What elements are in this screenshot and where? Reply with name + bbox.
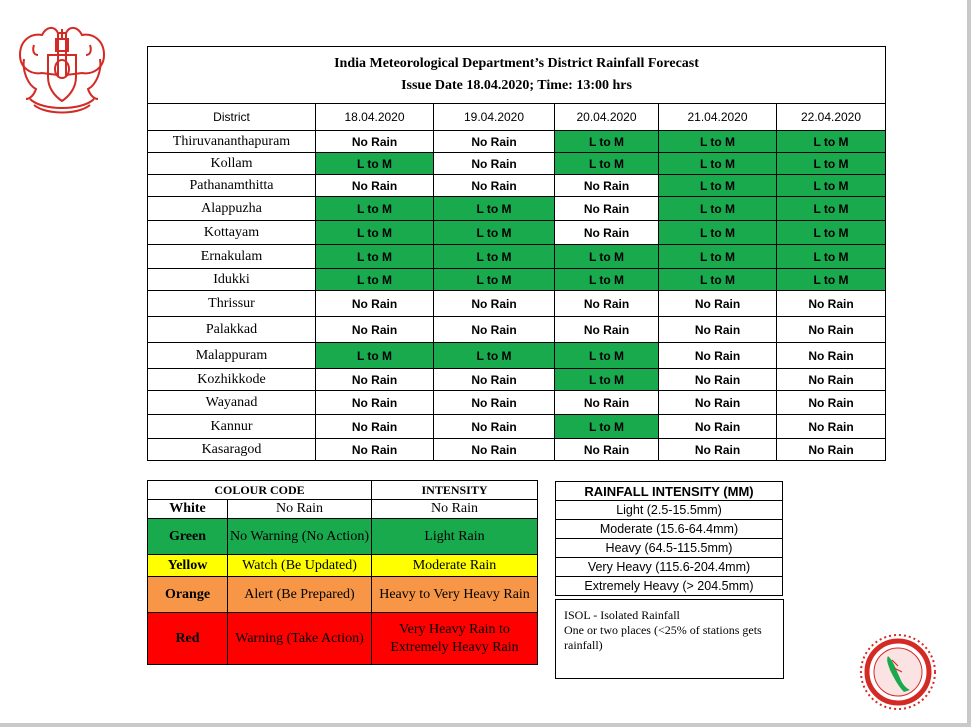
forecast-cell: L to M xyxy=(659,131,777,153)
colour-name: Orange xyxy=(148,577,228,613)
forecast-row xyxy=(148,245,886,269)
district-name: Idukki xyxy=(148,269,316,291)
rain-intensity: Heavy to Very Heavy Rain xyxy=(372,577,538,613)
forecast-cell: No Rain xyxy=(316,317,434,343)
forecast-cell: No Rain xyxy=(434,153,555,175)
forecast-cell: No Rain xyxy=(434,317,555,343)
warning-level: No Rain xyxy=(228,500,372,519)
colour-code-row xyxy=(148,577,538,613)
forecast-cell: No Rain xyxy=(434,291,555,317)
district-name: Kasaragod xyxy=(148,439,316,461)
forecast-cell: No Rain xyxy=(777,415,886,439)
intensity-item: Heavy (64.5-115.5mm) xyxy=(556,539,783,558)
forecast-cell: No Rain xyxy=(555,291,659,317)
forecast-cell: No Rain xyxy=(777,439,886,461)
forecast-row xyxy=(148,317,886,343)
colour-name: White xyxy=(148,500,228,519)
forecast-cell: No Rain xyxy=(777,291,886,317)
forecast-cell: No Rain xyxy=(555,175,659,197)
forecast-cell: No Rain xyxy=(434,391,555,415)
forecast-cell: L to M xyxy=(316,153,434,175)
rainfall-intensity-table xyxy=(555,481,783,596)
colour-name: Green xyxy=(148,519,228,555)
forecast-cell: L to M xyxy=(555,153,659,175)
rain-intensity: Very Heavy Rain to Extremely Heavy Rain xyxy=(372,613,538,665)
district-name: Malappuram xyxy=(148,343,316,369)
forecast-cell: L to M xyxy=(555,415,659,439)
forecast-cell: No Rain xyxy=(555,391,659,415)
forecast-title: India Meteorological Department’s District Rainfall Forecast xyxy=(334,56,699,71)
forecast-cell: No Rain xyxy=(316,291,434,317)
forecast-cell: L to M xyxy=(777,221,886,245)
forecast-cell: L to M xyxy=(659,269,777,291)
forecast-cell: No Rain xyxy=(555,197,659,221)
intensity-item: Extremely Heavy (> 204.5mm) xyxy=(556,577,783,596)
forecast-cell: L to M xyxy=(555,245,659,269)
forecast-cell: No Rain xyxy=(659,439,777,461)
forecast-row xyxy=(148,415,886,439)
forecast-cell: L to M xyxy=(434,197,555,221)
district-name: Pathanamthitta xyxy=(148,175,316,197)
district-name: Thiruvananthapuram xyxy=(148,131,316,153)
forecast-cell: L to M xyxy=(434,269,555,291)
intensity-item: Very Heavy (115.6-204.4mm) xyxy=(556,558,783,577)
colour-name: Yellow xyxy=(148,555,228,577)
forecast-cell: No Rain xyxy=(777,343,886,369)
colour-code-row xyxy=(148,613,538,665)
rainfall-intensity-header: RAINFALL INTENSITY (MM) xyxy=(556,482,783,501)
colour-code-body xyxy=(148,500,538,665)
forecast-cell: L to M xyxy=(777,175,886,197)
imd-logo-icon xyxy=(858,632,938,712)
forecast-cell: No Rain xyxy=(434,131,555,153)
forecast-cell: L to M xyxy=(316,221,434,245)
forecast-row xyxy=(148,343,886,369)
date-header: 18.04.2020 xyxy=(316,104,434,131)
district-name: Kozhikkode xyxy=(148,369,316,391)
forecast-cell: No Rain xyxy=(316,391,434,415)
forecast-row xyxy=(148,269,886,291)
forecast-cell: L to M xyxy=(777,131,886,153)
forecast-body xyxy=(148,131,886,461)
page-edge-right xyxy=(967,0,971,727)
district-name: Palakkad xyxy=(148,317,316,343)
district-name: Wayanad xyxy=(148,391,316,415)
forecast-title-cell xyxy=(148,47,886,104)
forecast-cell: L to M xyxy=(316,245,434,269)
forecast-cell: L to M xyxy=(777,153,886,175)
date-header: 20.04.2020 xyxy=(555,104,659,131)
date-header: 21.04.2020 xyxy=(659,104,777,131)
forecast-row xyxy=(148,439,886,461)
forecast-cell: No Rain xyxy=(434,369,555,391)
forecast-row xyxy=(148,175,886,197)
forecast-cell: L to M xyxy=(777,245,886,269)
colour-code-table xyxy=(147,480,538,665)
forecast-cell: L to M xyxy=(659,245,777,269)
forecast-row xyxy=(148,391,886,415)
intensity-item: Moderate (15.6-64.4mm) xyxy=(556,520,783,539)
forecast-row xyxy=(148,153,886,175)
forecast-cell: No Rain xyxy=(659,415,777,439)
forecast-cell: L to M xyxy=(555,131,659,153)
forecast-cell: L to M xyxy=(659,175,777,197)
colour-code-row xyxy=(148,555,538,577)
forecast-row xyxy=(148,369,886,391)
district-forecast-table xyxy=(147,46,886,461)
forecast-cell: L to M xyxy=(555,269,659,291)
forecast-cell: No Rain xyxy=(659,369,777,391)
intensity-header: INTENSITY xyxy=(372,481,538,500)
forecast-cell: No Rain xyxy=(659,391,777,415)
date-header: 22.04.2020 xyxy=(777,104,886,131)
forecast-cell: L to M xyxy=(777,269,886,291)
forecast-cell: L to M xyxy=(434,343,555,369)
district-name: Kollam xyxy=(148,153,316,175)
forecast-cell: No Rain xyxy=(316,175,434,197)
forecast-cell: No Rain xyxy=(777,317,886,343)
date-header: 19.04.2020 xyxy=(434,104,555,131)
forecast-cell: No Rain xyxy=(434,415,555,439)
forecast-cell: L to M xyxy=(777,197,886,221)
forecast-cell: L to M xyxy=(316,197,434,221)
forecast-cell: L to M xyxy=(316,269,434,291)
forecast-cell: L to M xyxy=(434,245,555,269)
isol-definition: ISOL - Isolated Rainfall xyxy=(564,608,680,622)
page-edge-bottom xyxy=(0,723,971,727)
district-name: Kottayam xyxy=(148,221,316,245)
district-name: Alappuzha xyxy=(148,197,316,221)
forecast-row xyxy=(148,291,886,317)
district-name: Ernakulam xyxy=(148,245,316,269)
forecast-cell: No Rain xyxy=(555,439,659,461)
forecast-cell: L to M xyxy=(316,343,434,369)
forecast-cell: L to M xyxy=(555,369,659,391)
forecast-header-row xyxy=(148,104,886,131)
rain-intensity: No Rain xyxy=(372,500,538,519)
warning-level: Alert (Be Prepared) xyxy=(228,577,372,613)
intensity-item: Light (2.5-15.5mm) xyxy=(556,501,783,520)
forecast-cell: L to M xyxy=(659,221,777,245)
colour-code-row xyxy=(148,519,538,555)
forecast-cell: No Rain xyxy=(316,439,434,461)
rain-intensity: Light Rain xyxy=(372,519,538,555)
warning-level: Watch (Be Updated) xyxy=(228,555,372,577)
issue-date-line: Issue Date 18.04.2020; Time: 13:00 hrs xyxy=(401,78,632,93)
forecast-cell: L to M xyxy=(555,343,659,369)
rain-intensity: Moderate Rain xyxy=(372,555,538,577)
warning-level: Warning (Take Action) xyxy=(228,613,372,665)
forecast-row xyxy=(148,221,886,245)
forecast-cell: No Rain xyxy=(659,291,777,317)
colour-name: Red xyxy=(148,613,228,665)
forecast-cell: No Rain xyxy=(434,439,555,461)
forecast-cell: No Rain xyxy=(316,131,434,153)
forecast-cell: No Rain xyxy=(777,391,886,415)
forecast-cell: L to M xyxy=(434,221,555,245)
colour-code-row xyxy=(148,500,538,519)
forecast-row xyxy=(148,131,886,153)
forecast-cell: No Rain xyxy=(659,317,777,343)
district-name: Kannur xyxy=(148,415,316,439)
colour-code-header: COLOUR CODE xyxy=(148,481,372,500)
forecast-cell: L to M xyxy=(659,153,777,175)
forecast-cell: No Rain xyxy=(434,175,555,197)
forecast-cell: No Rain xyxy=(555,221,659,245)
isol-note-box xyxy=(555,599,784,679)
warning-level: No Warning (No Action) xyxy=(228,519,372,555)
forecast-row xyxy=(148,197,886,221)
district-header: District xyxy=(148,104,316,131)
forecast-cell: L to M xyxy=(659,197,777,221)
forecast-cell: No Rain xyxy=(555,317,659,343)
forecast-cell: No Rain xyxy=(659,343,777,369)
forecast-cell: No Rain xyxy=(316,415,434,439)
district-name: Thrissur xyxy=(148,291,316,317)
kerala-emblem-icon xyxy=(12,15,112,117)
forecast-cell: No Rain xyxy=(777,369,886,391)
forecast-cell: No Rain xyxy=(316,369,434,391)
isol-description: One or two places (<25% of stations gets rainfall) xyxy=(564,623,762,652)
